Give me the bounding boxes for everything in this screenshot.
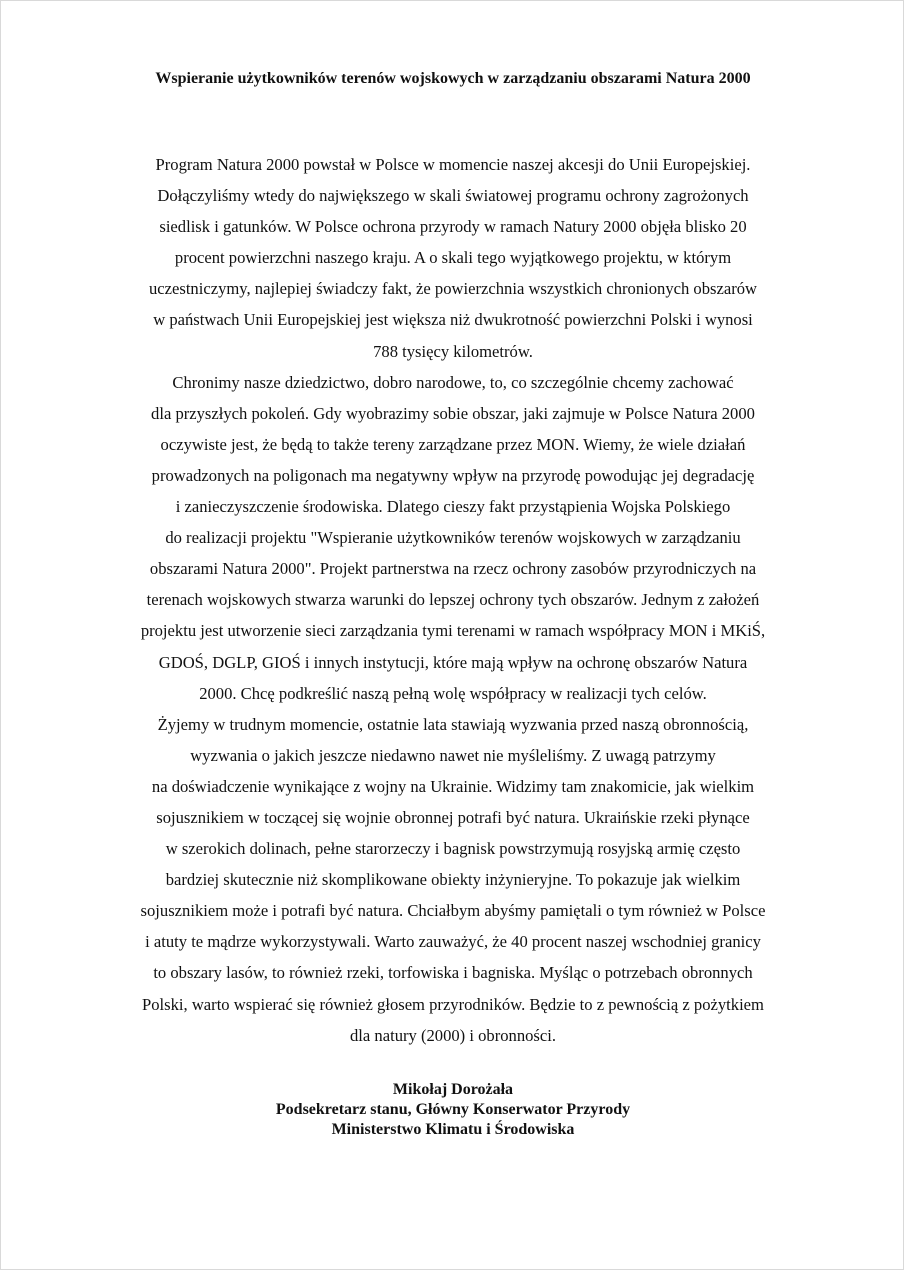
body-line: bardziej skutecznie niż skomplikowane obiekty inżynieryjne. To pokazuje jak wielkim bbox=[165, 870, 741, 890]
body-line: do realizacji projektu "Wspieranie użytkowników terenów wojskowych w zarządzaniu bbox=[165, 528, 741, 548]
signature-institution: Ministerstwo Klimatu i Środowiska bbox=[331, 1121, 575, 1138]
body-line: sojusznikiem w toczącej się wojnie obronnej potrafi być natura. Ukraińskie rzeki płynące bbox=[156, 807, 750, 827]
body-line: sojusznikiem może i potrafi być natura. Chciałbym abyśmy pamiętali o tym również w Polsce bbox=[140, 901, 766, 921]
body-line: Chronimy nasze dziedzictwo, dobro narodowe, to, co szczególnie chcemy zachować bbox=[172, 372, 734, 392]
signature-block bbox=[1, 1080, 904, 1140]
body-line: Dołączyliśmy wtedy do największego w skali światowej programu ochrony zagrożonych bbox=[157, 186, 749, 206]
body-line: obszarami Natura 2000". Projekt partnerstwa na rzecz ochrony zasobów przyrodniczych na bbox=[149, 559, 757, 579]
body-line: 2000. Chcę podkreślić naszą pełną wolę współpracy w realizacji tych celów. bbox=[199, 683, 707, 703]
body-line: 788 tysięcy kilometrów. bbox=[373, 341, 533, 361]
body-line: terenach wojskowych stwarza warunki do lepszej ochrony tych obszarów. Jednym z założeń bbox=[146, 590, 760, 610]
body-line: GDOŚ, DGLP, GIOŚ i innych instytucji, które mają wpływ na ochronę obszarów Natura bbox=[158, 652, 748, 672]
body-line: wyzwania o jakich jeszcze niedawno nawet nie myśleliśmy. Z uwagą patrzymy bbox=[190, 745, 716, 765]
body-line: procent powierzchni naszego kraju. A o skali tego wyjątkowego projektu, w którym bbox=[174, 248, 732, 268]
body-line: dla przyszłych pokoleń. Gdy wyobrazimy sobie obszar, jaki zajmuje w Polsce Natura 2000 bbox=[151, 403, 755, 423]
body-line: dla natury (2000) i obronności. bbox=[350, 1025, 556, 1045]
body-line: na doświadczenie wynikające z wojny na Ukrainie. Widzimy tam znakomicie, jak wielkim bbox=[151, 776, 755, 796]
document-title: Wspieranie użytkowników terenów wojskowych w zarządzaniu obszarami Natura 2000 bbox=[155, 70, 751, 87]
body-line: siedlisk i gatunków. W Polsce ochrona przyrody w ramach Natury 2000 objęła blisko 20 bbox=[159, 217, 747, 237]
body-line: prowadzonych na poligonach ma negatywny wpływ na przyrodę powodując jej degradację bbox=[151, 465, 755, 485]
body-line: uczestniczymy, najlepiej świadczy fakt, że powierzchnia wszystkich chronionych obszarów bbox=[148, 279, 758, 299]
body-line: to obszary lasów, to również rzeki, torfowiska i bagniska. Myśląc o potrzebach obronnych bbox=[153, 963, 753, 983]
document-body bbox=[97, 149, 809, 1051]
body-line: Żyjemy w trudnym momencie, ostatnie lata stawiają wyzwania przed naszą obronnością, bbox=[157, 714, 749, 734]
signature-position: Podsekretarz stanu, Główny Konserwator Przyrody bbox=[275, 1101, 631, 1118]
body-line: w szerokich dolinach, pełne starorzeczy i bagnisk powstrzymują rosyjską armię często bbox=[165, 839, 741, 859]
signature-name: Mikołaj Dorożała bbox=[392, 1081, 514, 1098]
body-line: w państwach Unii Europejskiej jest większa niż dwukrotność powierzchni Polski i wynosi bbox=[153, 310, 753, 330]
body-line: projektu jest utworzenie sieci zarządzania tymi terenami w ramach współpracy MON i MKiŚ, bbox=[140, 621, 766, 641]
body-line: i atuty te mądrze wykorzystywali. Warto zauważyć, że 40 procent naszej wschodniej granicy bbox=[145, 932, 761, 952]
body-line: Polski, warto wspierać się również głosem przyrodników. Będzie to z pewnością z pożytkiem bbox=[142, 994, 764, 1014]
body-line: Program Natura 2000 powstał w Polsce w momencie naszej akcesji do Unii Europejskiej. bbox=[155, 155, 751, 174]
body-line: oczywiste jest, że będą to także tereny zarządzane przez MON. Wiemy, że wiele działań bbox=[160, 434, 746, 454]
body-line: i zanieczyszczenie środowiska. Dlatego cieszy fakt przystąpienia Wojska Polskiego bbox=[175, 497, 731, 517]
